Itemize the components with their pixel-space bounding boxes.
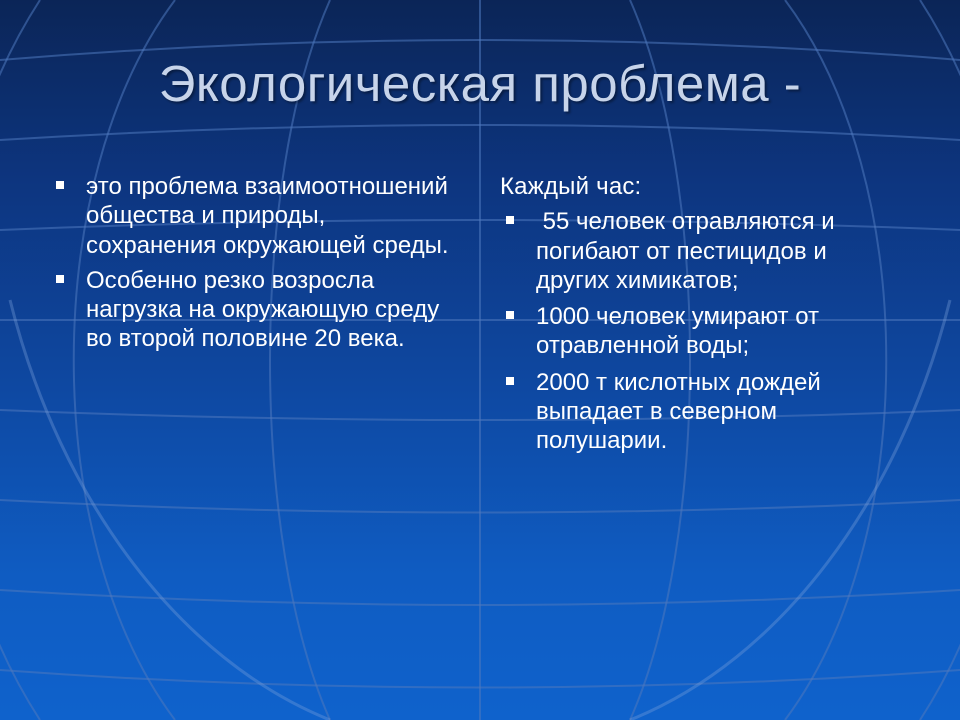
square-bullet-icon [506, 216, 514, 224]
square-bullet-icon [506, 377, 514, 385]
square-bullet-icon [56, 181, 64, 189]
bullet-text: 55 человек отравляются и погибают от пестицидов и других химикатов; [536, 208, 842, 294]
left-bullet-list [48, 172, 458, 354]
list-item [48, 172, 458, 260]
right-column [498, 172, 893, 462]
bullet-text: 2000 т кислотных дождей выпадает в северном полушарии. [536, 368, 821, 455]
list-item [48, 266, 458, 354]
right-column-heading: Каждый час: [500, 173, 642, 200]
bullet-text: 1000 человек умирают от отравленной воды; [536, 303, 820, 360]
square-bullet-icon [506, 311, 514, 319]
right-bullet-list [498, 207, 893, 455]
list-item [498, 302, 893, 361]
left-column [48, 172, 458, 360]
bullet-text: это проблема взаимоотношений общества и природы, сохранения окружающей среды. [86, 173, 449, 259]
bullet-text: Особенно резко возросла нагрузка на окружающую среду во второй половине 20 века. [86, 266, 440, 353]
list-item [498, 368, 893, 456]
slide-title: Экологическая проблема - [158, 55, 802, 112]
square-bullet-icon [56, 275, 64, 283]
list-item [498, 207, 893, 295]
